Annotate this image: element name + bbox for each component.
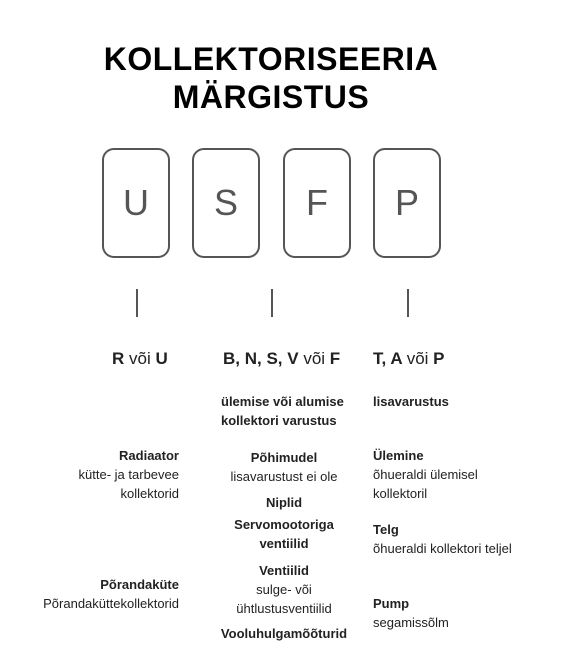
column-1-or: või	[129, 349, 151, 368]
column-1-header	[112, 349, 168, 369]
code-box-2: S	[192, 148, 260, 258]
middle-item-servomootoriga: Servomootoriga ventiilid	[234, 517, 334, 551]
left-item-radiaator: Radiaator kütte- ja tarbevee kollektorid	[78, 448, 179, 501]
column-2-alt: F	[329, 349, 341, 368]
left-item-porandakute: Põrandaküte Põrandaküttekollektorid	[43, 577, 179, 611]
column-3-or: või	[406, 349, 429, 368]
column-1-alt: U	[155, 349, 168, 368]
title-line-1: KOLLEKTORISEERIA	[103, 41, 439, 77]
code-box-3: F	[283, 148, 351, 258]
middle-item-vooluhulgamooturid: Vooluhulgamõõturid	[220, 626, 348, 641]
code-box-1: U	[102, 148, 170, 258]
right-item-telg: Telg õhueraldi kollektori teljel	[373, 522, 512, 556]
middle-item-niplid: Niplid	[265, 495, 303, 510]
right-item-ulemine: Ülemine õhueraldi ülemisel kollektoril	[373, 448, 478, 501]
column-2-header	[223, 349, 340, 369]
column-3-description: lisavarustus	[373, 394, 449, 409]
connector-line-3	[407, 289, 409, 317]
column-3-codes: T, A	[373, 349, 402, 368]
connector-line-2	[271, 289, 273, 317]
column-2-description: ülemise või alumise kollektori varustus	[221, 394, 344, 428]
title-line-2: MÄRGISTUS	[172, 79, 370, 115]
connector-line-1	[136, 289, 138, 317]
right-item-pump: Pump segamissõlm	[373, 596, 449, 630]
column-3-header	[373, 349, 445, 369]
column-2-or: või	[303, 349, 326, 368]
code-box-4: P	[373, 148, 441, 258]
middle-item-ventiilid: Ventiilid sulge- või ühtlustusventiilid	[236, 563, 332, 616]
column-3-alt: P	[433, 349, 445, 368]
middle-item-pohimudel: Põhimudel lisavarustust ei ole	[230, 450, 338, 484]
column-1-code: R	[112, 349, 125, 368]
column-2-codes: B, N, S, V	[223, 349, 299, 368]
